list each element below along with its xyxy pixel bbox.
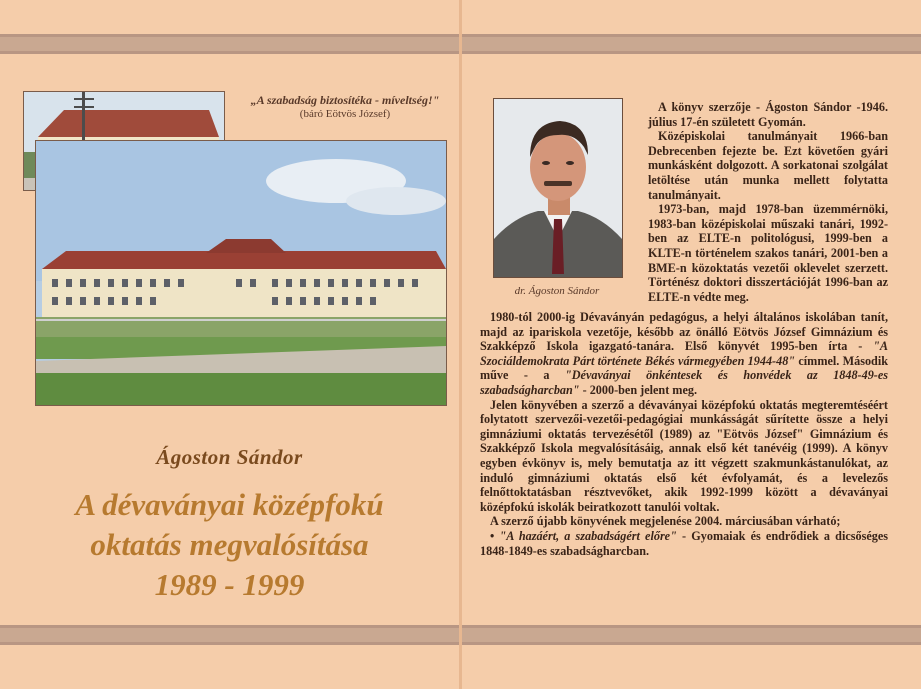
career-text-b: címmel. Második műve - a: [480, 353, 889, 383]
top-band-back: [462, 34, 921, 54]
bio-paragraph: A könyv szerzője - Ágoston Sándor -1946. július 17-én született Gyomán.: [648, 100, 888, 129]
author-portrait: [493, 98, 623, 278]
bio-paragraph: 1973-ban, majd 1978-ban üzemmérnöki, 1983-ban középiskolai műszaki tanári, 1992-ben az ELTE-n politológusi, 1999-ben a KLTE-n történelem szakos tanári, 2001-ben a BME-n közoktatás vezetői oklevelet szerzett. Történész doktori disszertációját 1996-ban az ELTE-n védte meg.: [648, 202, 888, 304]
bio-narrow-column: [648, 100, 888, 304]
career-text-c: - 2000-ben jelent meg.: [579, 382, 698, 397]
upcoming-book-title: "A hazáért, a szabadságért előre": [499, 528, 677, 543]
title-line-2: oktatás megvalósítása: [90, 527, 369, 562]
front-cover: [0, 0, 459, 689]
book-title: [0, 485, 459, 605]
career-paragraph: [480, 310, 888, 398]
portrait-caption: dr. Ágoston Sándor: [514, 285, 600, 297]
title-line-1: A dévaványai középfokú: [75, 487, 384, 522]
title-line-3: 1989 - 1999: [154, 567, 305, 602]
bullet: •: [490, 528, 500, 543]
bottom-band: [0, 625, 459, 645]
second-book-title: "Dévaványai önkéntesek és honvédek az 1848-49-es szabadságharcban": [480, 368, 888, 397]
new-school-building-photo: [35, 140, 447, 406]
bottom-band-back: [462, 625, 921, 645]
book-summary-paragraph: Jelen könyvében a szerző a dévaványai középfokú oktatás megteremtéséért folytatott szervezői-vezetői-pedagógiai munkásságát sűrítette össze a helyi gimnáziumi oktatás tervezésétől (1989) az "Eötvös József" Gimnázium és Szakképző Iskola megvalósításáig, annak első két tanévéig (1999). A könyv egyben évkönyv is, mely bemutatja az itt végzett szakmunkástanulókat, az induló gimnáziumi oktatás első két évfolyamát, és a levelezős felnőttoktatásban résztvevőket, akik 1992-1999 között a dévaványai középfokú iskolák beiratkozott tanulói voltak.: [480, 397, 888, 514]
career-text-a: 1980-tól 2000-ig Dévaványán pedagógus, a helyi általános iskolában tanít, majd az ipariskola vezetője, később az önálló Eötvös József Gimnázium és Szakképző Iskola igazgató-tanára. Első könyvét 1995-ben írta -: [480, 310, 888, 354]
cover-author: Ágoston Sándor: [156, 445, 303, 469]
top-band: [0, 34, 459, 54]
upcoming-book-paragraph: A szerző újabb könyvének megjelenése 2004. márciusában várható;: [490, 514, 841, 529]
upcoming-book-title-paragraph: [480, 529, 888, 558]
bio-wide-column: [480, 310, 888, 558]
bio-paragraph: Középiskolai tanulmányait 1966-ban Debrecenben fejezte be. Ezt követően gyári munkásként dolgozott. A sorkatonai szolgálat letöltése után munka mellett folytatta tanulmányait.: [648, 129, 888, 202]
motto-quote: [236, 93, 454, 121]
quote-text: „A szabadság biztosítéka - míveltség!": [250, 93, 440, 107]
first-book-title: "A Szociáldemokrata Párt története Békés vármegyében 1944-48": [480, 339, 888, 368]
quote-source: (báró Eötvös József): [299, 108, 391, 120]
upcoming-book-subtitle: - Gyomaiak és endrődiek a dicsőséges 1848-1849-es szabadságharcban.: [480, 528, 888, 558]
